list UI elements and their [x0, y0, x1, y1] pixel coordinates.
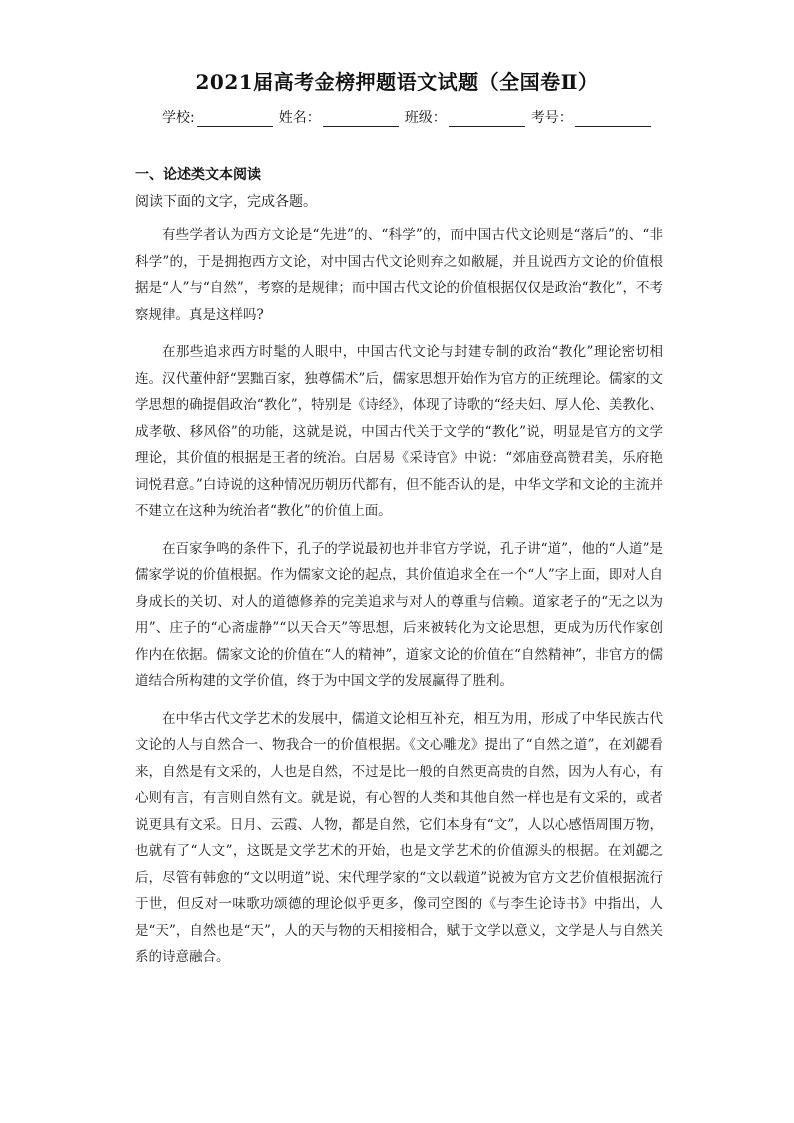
- reading-passage: [135, 222, 663, 982]
- passage-paragraph: 在中华古代文学艺术的发展中，儒道文论相互补充，相互为用，形成了中华民族古代文论的人与自然合一、物我合一的价值根据。《文心雕龙》提出了“自然之道”，在刘勰看来，自然是有文采的，人也是自然，不过是比一般的自然更高贵的自然，因为人有心，有心则有言，有言则自然有文。就是说，有心智的人类和其他自然一样也是有文采的，或者说更具有文采。日月、云霞、人物，都是自然，它们本身有“文”，人以心感悟周围万物，也就有了“人文”，这既是文学艺术的开始，也是文学艺术的价值源头的根据。在刘勰之后，尽管有韩愈的“文以明道”说、宋代理学家的“文以载道”说被为官方文艺价值根据流行于世，但反对一味歌功颂德的理论似乎更多，像司空图的《与李生论诗书》中指出，人是“天”，自然也是“天”，人的天与物的天相接相合，赋于文学以意义，文学是人与自然关系的诗意融合。: [135, 710, 663, 965]
- reading-instruction: 阅读下面的文字，完成各题。: [135, 194, 317, 210]
- passage-paragraph: 有些学者认为西方文论是“先进”的、“科学”的，而中国古代文论则是“落后”的、“非科学”的，于是拥抱西方文论，对中国古代文论则弃之如敝屣，并且说西方文论的价值根据是“人”与“自然”，考察的是规律；而中国古代文论的价值根据仅仅是政治“教化”，不考察规律。真是这样吗?: [135, 227, 663, 323]
- class-blank[interactable]: [449, 110, 525, 127]
- school-blank[interactable]: [197, 110, 273, 127]
- name-blank[interactable]: [323, 110, 399, 127]
- name-label: 姓名：: [278, 110, 321, 126]
- student-info-row: [162, 103, 682, 127]
- school-label: 学校:: [162, 110, 195, 126]
- passage-paragraph: 在百家争鸣的条件下，孔子的学说最初也并非官方学说，孔子讲“道”，他的“人道”是儒家学说的价值根据。作为儒家文论的起点，其价值追求全在一个“人”字上面，即对人自身成长的关切、对人的道德修养的完美追求与对人的尊重与信赖。道家老子的“无之以为用”、庄子的“心斋虚静”“以天合天”等思想，后来被转化为文论思想，更成为历代作家创作内在依据。儒家文论的价值在“人的精神”，道家文论的价值在“自然精神”，非官方的儒道结合所构建的文学价值，终于为中国文学的发展赢得了胜利。: [135, 540, 663, 689]
- section-heading: 一、论述类文本阅读: [135, 167, 261, 183]
- exam-title: 2021届高考金榜押题语文试题（全国卷Ⅱ）: [195, 70, 599, 94]
- passage-paragraph: 在那些追求西方时髦的人眼中，中国古代文论与封建专制的政治“教化”理论密切相连。汉代董仲舒“罢黜百家，独尊儒术”后，儒家思想开始作为官方的正统理论。儒家的文学思想的确提倡政治“教化”，特别是《诗经》，体现了诗歌的“经夫妇、厚人伦、美教化、成孝敬、移风俗”的功能，这就是说，中国古代关于文学的“教化”说，明显是官方的文学理论，其价值的根据是王者的统治。白居易《采诗官》中说：“郊庙登高赞君美，乐府艳词悦君意。”白诗说的这种情况历朝历代都有，但不能否认的是，中华文学和文论的主流并不建立在这种为统治者“教化”的价值上面。: [135, 344, 663, 519]
- exam-number-blank[interactable]: [575, 110, 651, 127]
- class-label: 班级：: [404, 110, 447, 126]
- exam-number-label: 考号：: [530, 110, 573, 126]
